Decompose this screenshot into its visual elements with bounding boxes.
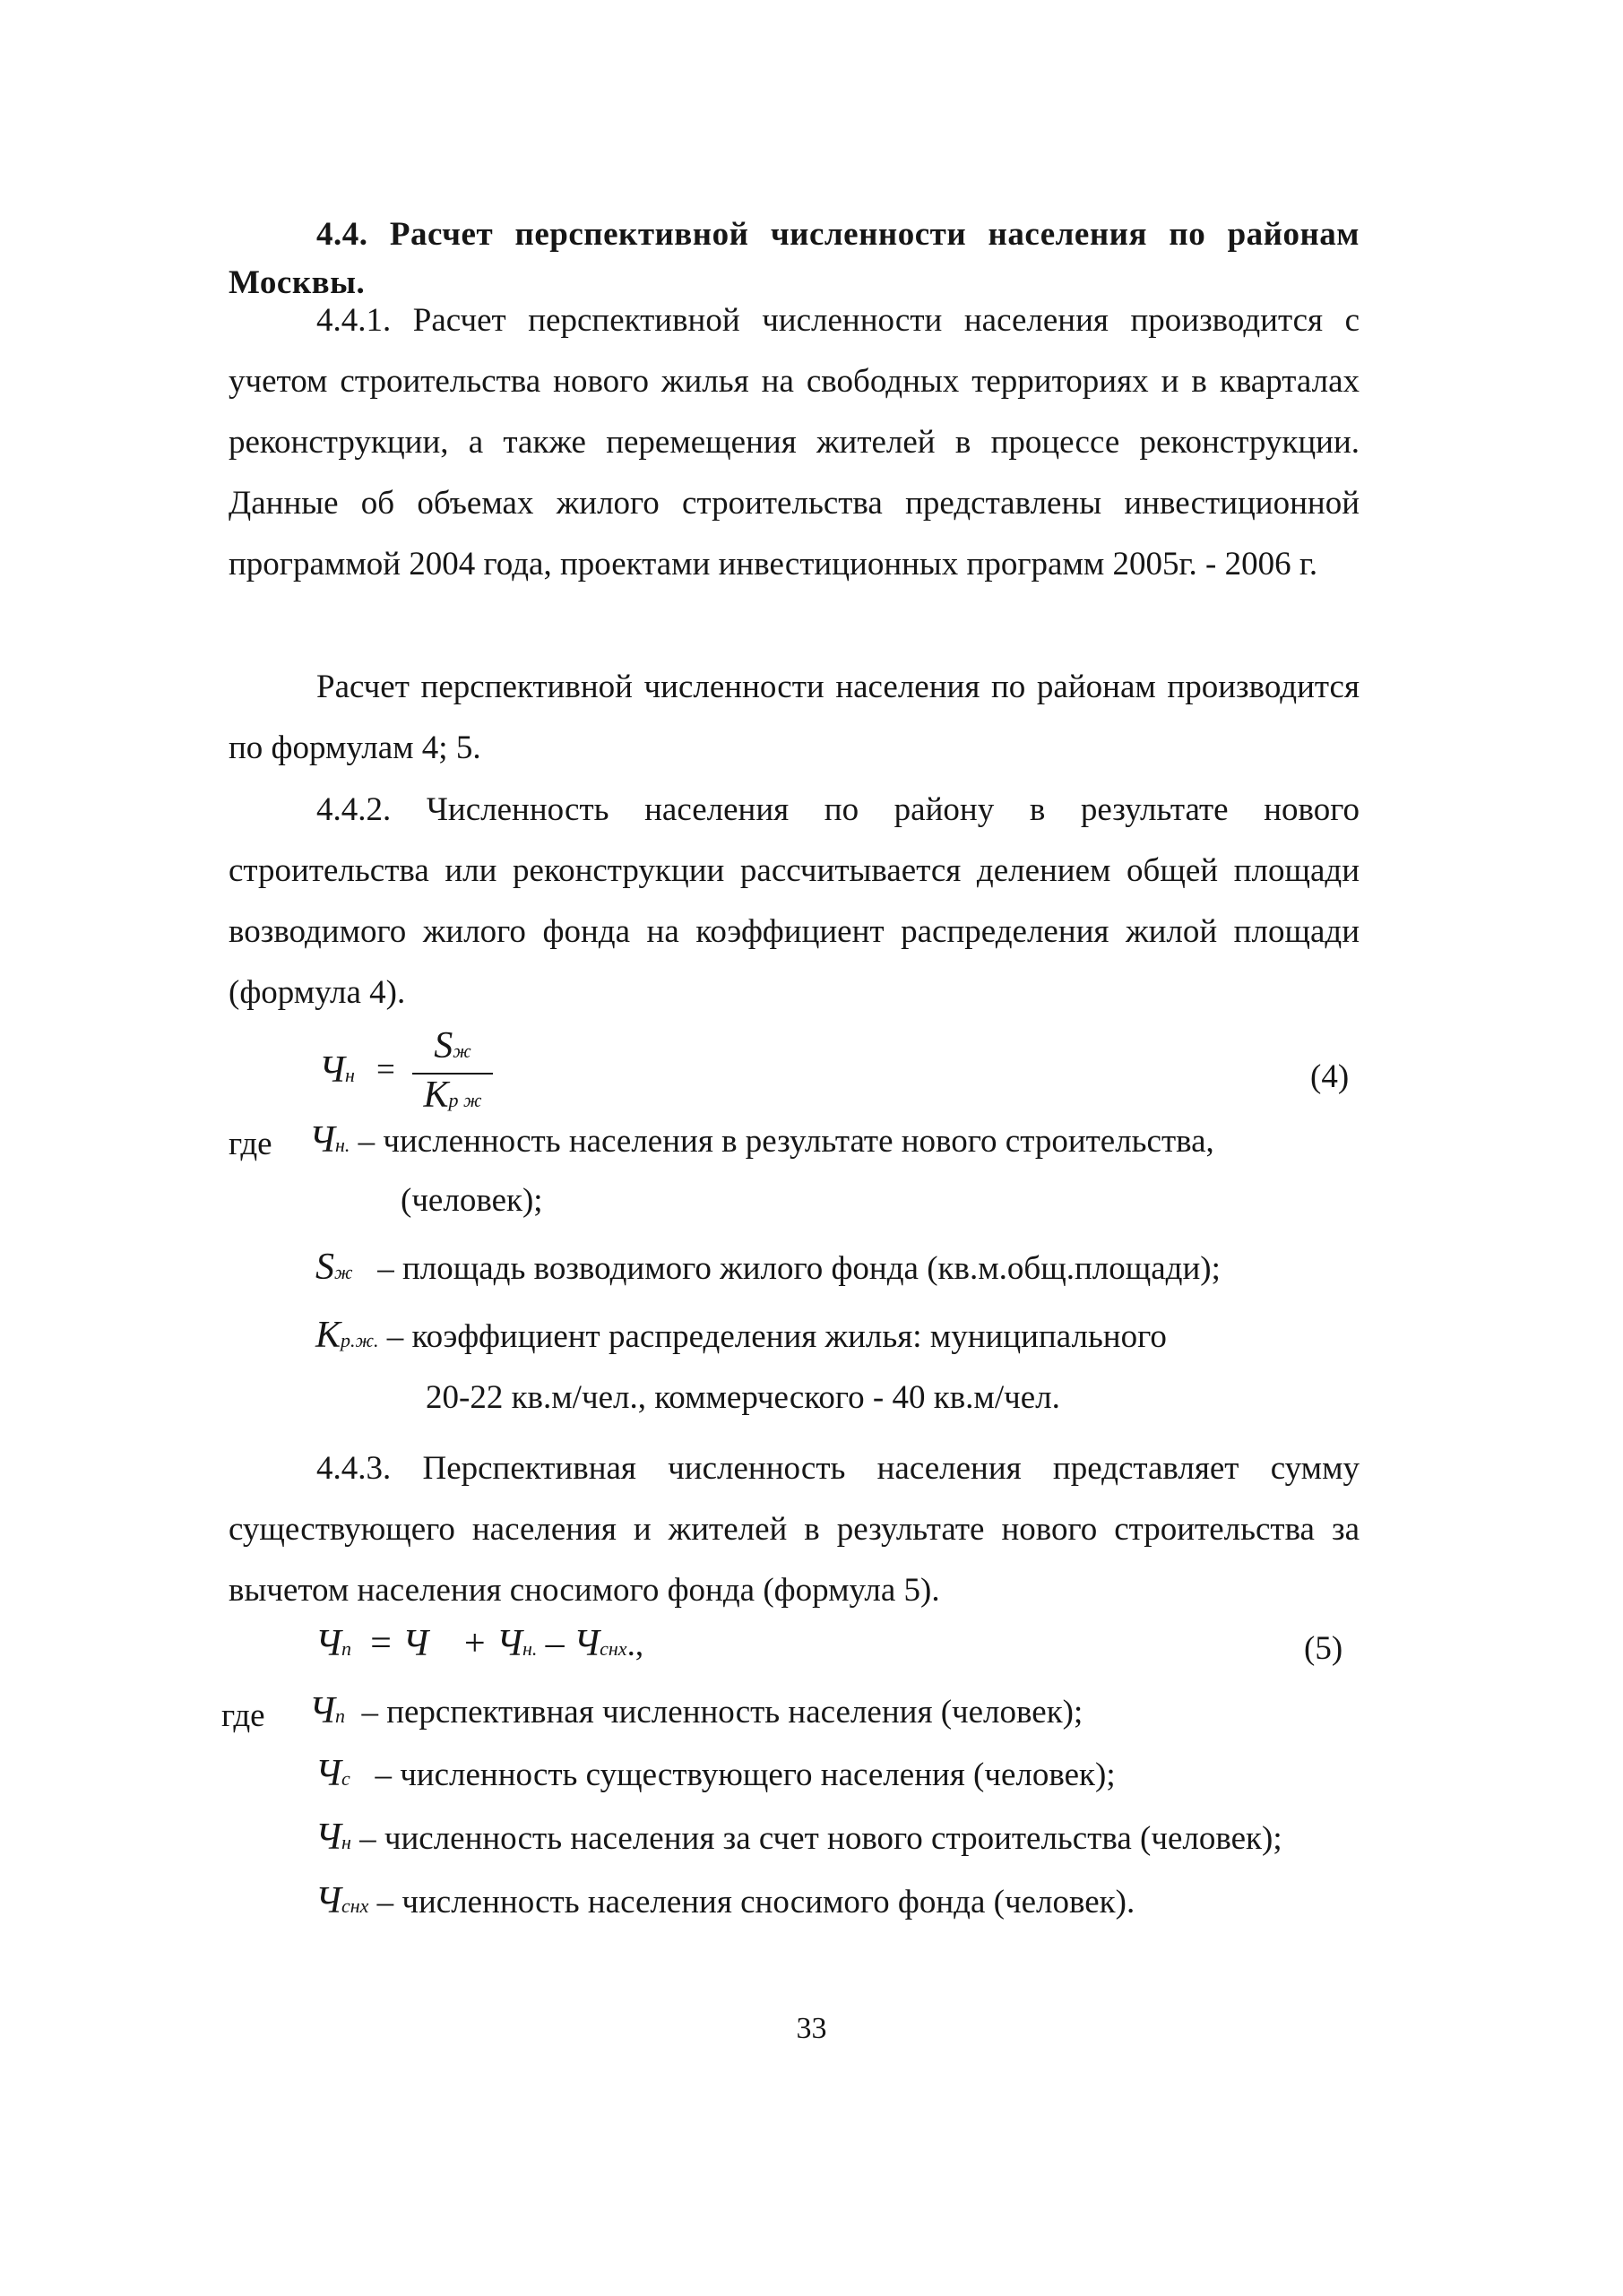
formula-4-lhs: Чн [319, 1049, 355, 1091]
formula-4-fraction [412, 1026, 493, 1121]
formula-4-denominator: Kр ж [423, 1075, 482, 1116]
formula-4-def-1-cont: (человек); [401, 1182, 543, 1219]
paragraph-4-4-2-block [229, 780, 1360, 1023]
paragraph-formulas-ref: Расчет перспективной численности населения по районам производится по формулам 4; 5. [229, 669, 1360, 766]
formula-5-def-4: Чснх – численность населения сносимого фонда (человек). [315, 1880, 1135, 1921]
paragraph-4-4-1-block [229, 290, 1360, 595]
formula-4-def-1: Чн. – численность населения в результате нового строительства, [309, 1119, 1214, 1161]
section-heading: 4.4. Расчет перспективной численности населения по районам Москвы. [229, 216, 1360, 301]
paragraph-4-4-3-block [229, 1438, 1360, 1621]
page-number: 33 [796, 2012, 827, 2045]
formula-4-number: (4) [1310, 1058, 1350, 1095]
formula-5-where: где [221, 1697, 265, 1734]
paragraph-4-4-2: 4.4.2. Численность населения по району в результате нового строительства или реконструкции рассчитывается делением общей площади возводимого жилого фонда на коэффициент распределения жилой площади (формула 4). [229, 791, 1360, 1011]
formula-4-def-3-cont: 20-22 кв.м/чел., коммерческого - 40 кв.м/чел. [426, 1379, 1060, 1416]
paragraph-4-4-3: 4.4.3. Перспективная численность населения представляет сумму существующего населения и жителей в результате нового строительства за вычетом населения сносимого фонда (формула 5). [229, 1450, 1360, 1609]
paragraph-formulas-ref-block [229, 657, 1360, 779]
formula-4-numerator: Sж [434, 1025, 471, 1066]
formula-4-def-2: Sж – площадь возводимого жилого фонда (кв.м.общ.площади); [315, 1247, 1221, 1288]
formula-4-equals: = [376, 1051, 395, 1088]
formula-5-expression: Чп = Ч + Чн. – Чснх., [315, 1623, 644, 1664]
formula-5-def-1: Чп – перспективная численность населения (человек); [309, 1690, 1083, 1731]
formula-4-def-3: Kр.ж. – коэффициент распределения жилья: муниципального [315, 1315, 1167, 1356]
formula-4-where: где [229, 1126, 272, 1162]
paragraph-4-4-1: 4.4.1. Расчет перспективной численности населения производится с учетом строительства нового жилья на свободных территориях и в кварталах реконструкции, а также перемещения жителей в процессе реконструкции. Данные об объемах жилого строительства представлены инвестиционной программой 2004 года, проектами инвестиционных программ 2005г. - 2006 г. [229, 302, 1360, 583]
formula-5-def-2: Чс – численность существующего населения (человек); [315, 1753, 1116, 1794]
formula-5-def-3: Чн – численность населения за счет нового строительства (человек); [315, 1817, 1282, 1858]
formula-5-number: (5) [1304, 1630, 1343, 1667]
